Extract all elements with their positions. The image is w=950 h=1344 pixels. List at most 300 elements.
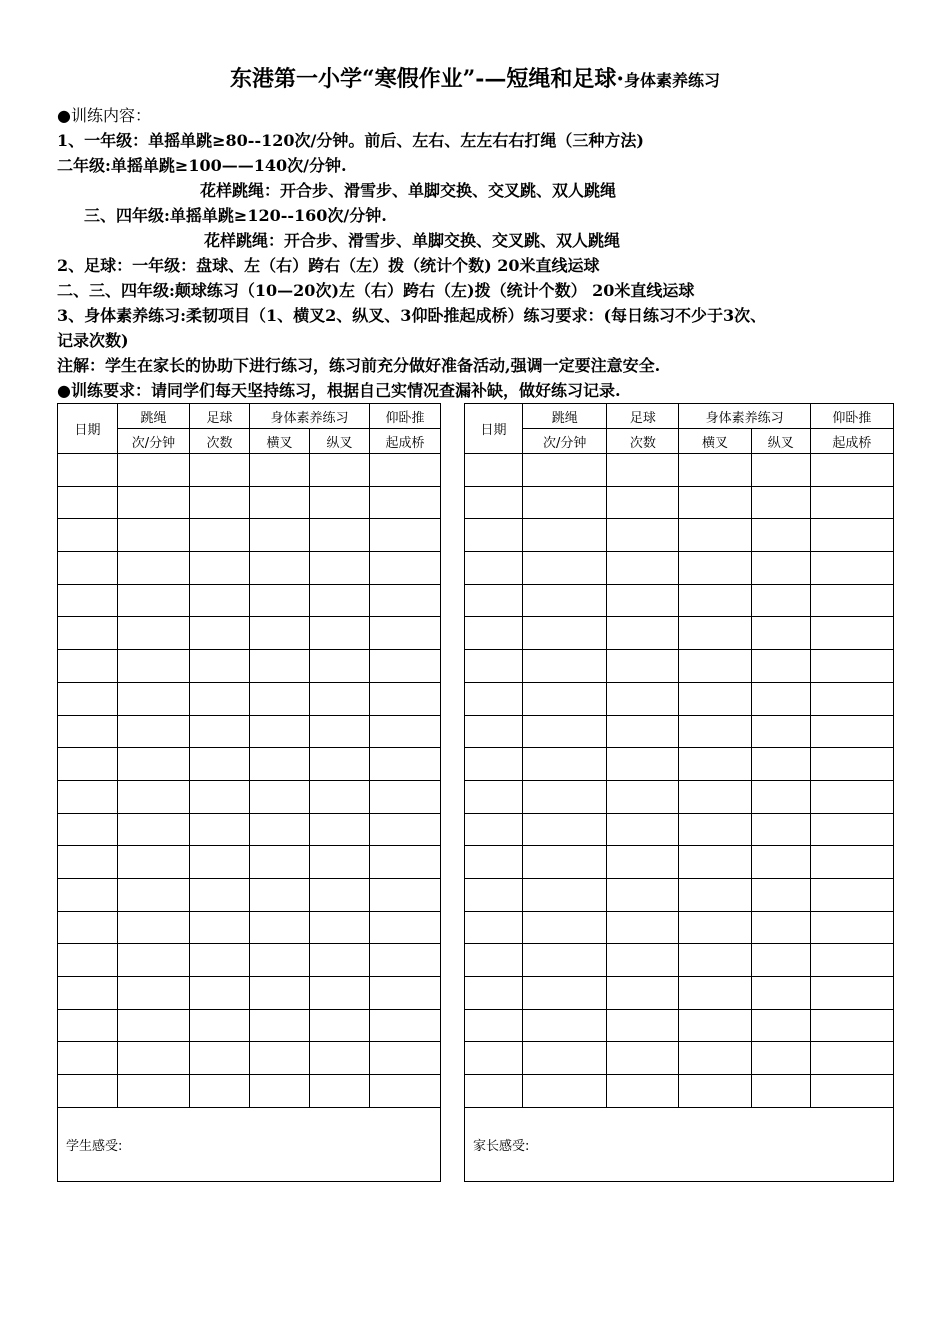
table-cell[interactable] — [310, 878, 370, 911]
table-cell[interactable] — [679, 682, 751, 715]
table-cell[interactable] — [523, 454, 607, 487]
table-cell[interactable] — [250, 486, 310, 519]
student-feeling-field[interactable]: 学生感受: — [58, 1107, 441, 1181]
table-cell[interactable] — [810, 748, 893, 781]
table-cell[interactable] — [58, 715, 118, 748]
table-cell[interactable] — [190, 519, 250, 552]
table-cell[interactable] — [523, 682, 607, 715]
table-cell[interactable] — [679, 748, 751, 781]
table-cell[interactable] — [810, 977, 893, 1010]
table-cell[interactable] — [607, 813, 679, 846]
table-row — [58, 780, 441, 813]
table-cell[interactable] — [465, 486, 523, 519]
table-cell[interactable] — [465, 813, 523, 846]
table-cell[interactable] — [58, 584, 118, 617]
table-cell[interactable] — [810, 813, 893, 846]
table-cell[interactable] — [607, 519, 679, 552]
table-cell[interactable] — [310, 748, 370, 781]
table-row — [58, 944, 441, 977]
table-cell[interactable] — [118, 813, 190, 846]
table-cell[interactable] — [465, 780, 523, 813]
table-cell[interactable] — [190, 846, 250, 879]
table-cell[interactable] — [465, 1009, 523, 1042]
table-cell[interactable] — [523, 715, 607, 748]
table-cell[interactable] — [190, 584, 250, 617]
table-cell[interactable] — [523, 977, 607, 1010]
table-cell[interactable] — [751, 486, 810, 519]
table-cell[interactable] — [465, 617, 523, 650]
table-cell[interactable] — [751, 584, 810, 617]
table-cell[interactable] — [523, 486, 607, 519]
table-cell[interactable] — [190, 1075, 250, 1108]
table-cell[interactable] — [118, 878, 190, 911]
table-cell[interactable] — [523, 1009, 607, 1042]
table-cell[interactable] — [607, 650, 679, 683]
table-cell[interactable] — [118, 519, 190, 552]
header-bridge-2: 起成桥 — [810, 429, 893, 454]
table-cell[interactable] — [118, 911, 190, 944]
table-cell[interactable] — [58, 1042, 118, 1075]
record-table-left — [57, 403, 441, 1182]
table-cell[interactable] — [58, 650, 118, 683]
table-cell[interactable] — [607, 682, 679, 715]
table-cell[interactable] — [679, 846, 751, 879]
table-row — [58, 1075, 441, 1108]
title-main: 东港第一小学“寒假作业”-—短绳和足球· — [229, 66, 625, 92]
table-cell[interactable] — [523, 584, 607, 617]
table-cell[interactable] — [310, 944, 370, 977]
table-cell[interactable] — [751, 682, 810, 715]
table-cell[interactable] — [250, 748, 310, 781]
table-row — [465, 813, 894, 846]
table-cell[interactable] — [310, 454, 370, 487]
header-split-vertical: 纵叉 — [751, 429, 810, 454]
table-cell[interactable] — [751, 977, 810, 1010]
table-cell[interactable] — [810, 584, 893, 617]
table-cell[interactable] — [465, 944, 523, 977]
table-cell[interactable] — [810, 944, 893, 977]
table-cell[interactable] — [810, 1075, 893, 1108]
table-cell[interactable] — [190, 977, 250, 1010]
table-cell[interactable] — [465, 454, 523, 487]
table-cell[interactable] — [310, 650, 370, 683]
table-cell[interactable] — [751, 519, 810, 552]
table-row — [58, 682, 441, 715]
table-row — [465, 552, 894, 585]
table-cell[interactable] — [118, 1009, 190, 1042]
table-cell[interactable] — [250, 552, 310, 585]
table-cell[interactable] — [190, 878, 250, 911]
table-cell[interactable] — [465, 911, 523, 944]
table-cell[interactable] — [370, 1009, 441, 1042]
table-cell[interactable] — [250, 682, 310, 715]
table-cell[interactable] — [118, 486, 190, 519]
table-cell[interactable] — [190, 486, 250, 519]
training-content-heading: ●训练内容： — [57, 106, 151, 125]
table-cell[interactable] — [465, 584, 523, 617]
table-cell[interactable] — [370, 911, 441, 944]
note-line: 注解：学生在家长的协助下进行练习，练习前充分做好准备活动,强调一定要注意安全. — [57, 356, 661, 375]
table-cell[interactable] — [250, 780, 310, 813]
table-cell[interactable] — [751, 1042, 810, 1075]
table-cell[interactable] — [679, 977, 751, 1010]
table-row — [58, 552, 441, 585]
table-cell[interactable] — [679, 1009, 751, 1042]
fancy-rope-line-1: 花样跳绳：开合步、滑雪步、单脚交换、交叉跳、双人跳绳 — [200, 181, 617, 200]
table-cell[interactable] — [310, 552, 370, 585]
table-cell[interactable] — [190, 454, 250, 487]
table-cell[interactable] — [607, 454, 679, 487]
table-cell[interactable] — [250, 846, 310, 879]
table-cell[interactable] — [465, 1042, 523, 1075]
table-cell[interactable] — [751, 454, 810, 487]
table-cell[interactable] — [190, 715, 250, 748]
table-row — [465, 715, 894, 748]
table-cell[interactable] — [607, 1075, 679, 1108]
table-cell[interactable] — [523, 650, 607, 683]
table-cell[interactable] — [58, 977, 118, 1010]
table-cell[interactable] — [679, 1042, 751, 1075]
table-row — [465, 519, 894, 552]
header-soccer: 足球 — [190, 404, 250, 429]
table-cell[interactable] — [751, 780, 810, 813]
table-cell[interactable] — [250, 650, 310, 683]
table-cell[interactable] — [465, 1075, 523, 1108]
table-cell[interactable] — [118, 977, 190, 1010]
table-cell[interactable] — [607, 748, 679, 781]
table-cell[interactable] — [250, 519, 310, 552]
table-cell[interactable] — [118, 748, 190, 781]
table-cell[interactable] — [810, 846, 893, 879]
table-cell[interactable] — [810, 1042, 893, 1075]
table-cell[interactable] — [679, 911, 751, 944]
table-cell[interactable] — [58, 813, 118, 846]
table-cell[interactable] — [190, 552, 250, 585]
table-cell[interactable] — [370, 519, 441, 552]
table-cell[interactable] — [190, 813, 250, 846]
table-cell[interactable] — [310, 911, 370, 944]
table-cell[interactable] — [810, 715, 893, 748]
table-cell[interactable] — [370, 682, 441, 715]
table-cell[interactable] — [370, 715, 441, 748]
table-cell[interactable] — [370, 748, 441, 781]
table-cell[interactable] — [310, 519, 370, 552]
table-cell[interactable] — [310, 617, 370, 650]
table-cell[interactable] — [118, 650, 190, 683]
table-cell[interactable] — [370, 486, 441, 519]
table-cell[interactable] — [523, 780, 607, 813]
table-row — [58, 454, 441, 487]
table-cell[interactable] — [751, 846, 810, 879]
table-cell[interactable] — [370, 846, 441, 879]
table-cell[interactable] — [607, 1009, 679, 1042]
table-row — [58, 813, 441, 846]
table-cell[interactable] — [679, 454, 751, 487]
table-cell[interactable] — [190, 682, 250, 715]
table-row — [58, 715, 441, 748]
table-cell[interactable] — [810, 617, 893, 650]
header-rope-unit: 次/分钟 — [118, 429, 190, 454]
table-cell[interactable] — [370, 1075, 441, 1108]
table-cell[interactable] — [465, 650, 523, 683]
table-cell[interactable] — [523, 748, 607, 781]
table-cell[interactable] — [190, 617, 250, 650]
table-row — [58, 1009, 441, 1042]
table-cell[interactable] — [118, 584, 190, 617]
table-cell[interactable] — [190, 1042, 250, 1075]
table-cell[interactable] — [810, 911, 893, 944]
table-cell[interactable] — [250, 944, 310, 977]
header-date: 日期 — [465, 404, 523, 454]
fancy-rope-line-2: 花样跳绳：开合步、滑雪步、单脚交换、交叉跳、双人跳绳 — [204, 231, 621, 250]
table-cell[interactable] — [607, 878, 679, 911]
table-cell[interactable] — [523, 878, 607, 911]
table-cell[interactable] — [370, 813, 441, 846]
table-cell[interactable] — [310, 486, 370, 519]
soccer-grade234-line: 二、三、四年级:颠球练习（10—20次)左（右）跨右（左)拨（统计个数） 20米直线运球 — [57, 281, 695, 300]
table-cell[interactable] — [607, 584, 679, 617]
table-row — [465, 977, 894, 1010]
table-cell[interactable] — [607, 617, 679, 650]
table-cell[interactable] — [465, 878, 523, 911]
requirement-line: ●训练要求：请同学们每天坚持练习，根据自己实情况查漏补缺，做好练习记录. — [57, 381, 621, 400]
table-cell[interactable] — [679, 878, 751, 911]
table-cell[interactable] — [751, 878, 810, 911]
table-cell[interactable] — [465, 682, 523, 715]
table-row — [58, 846, 441, 879]
table-cell[interactable] — [679, 944, 751, 977]
table-row — [58, 486, 441, 519]
table-cell[interactable] — [190, 1009, 250, 1042]
table-cell[interactable] — [607, 944, 679, 977]
table-cell[interactable] — [679, 1075, 751, 1108]
table-cell[interactable] — [118, 1042, 190, 1075]
table-cell[interactable] — [810, 519, 893, 552]
table-cell[interactable] — [58, 486, 118, 519]
table-cell[interactable] — [465, 552, 523, 585]
table-cell[interactable] — [370, 878, 441, 911]
table-cell[interactable] — [751, 650, 810, 683]
table-cell[interactable] — [751, 715, 810, 748]
table-cell[interactable] — [679, 780, 751, 813]
table-cell[interactable] — [370, 944, 441, 977]
parent-feeling-field[interactable]: 家长感受: — [465, 1107, 894, 1181]
table-row — [465, 780, 894, 813]
record-table-right — [464, 403, 894, 1182]
table-cell[interactable] — [523, 911, 607, 944]
table-cell[interactable] — [250, 1075, 310, 1108]
table-cell[interactable] — [523, 1042, 607, 1075]
table-cell[interactable] — [810, 878, 893, 911]
table-row — [465, 748, 894, 781]
table-cell[interactable] — [751, 1009, 810, 1042]
table-cell[interactable] — [751, 1075, 810, 1108]
table-row — [465, 454, 894, 487]
grade1-rope-line: 1、一年级：单摇单跳≥80--120次/分钟。前后、左右、左左右右打绳（三种方法) — [57, 131, 644, 150]
table-cell[interactable] — [370, 552, 441, 585]
table-cell[interactable] — [810, 682, 893, 715]
table-cell[interactable] — [250, 617, 310, 650]
table-cell[interactable] — [523, 519, 607, 552]
table-cell[interactable] — [810, 486, 893, 519]
table-cell[interactable] — [58, 748, 118, 781]
header-fitness: 身体素养练习 — [250, 404, 370, 429]
table-cell[interactable] — [607, 846, 679, 879]
table-cell[interactable] — [751, 552, 810, 585]
table-cell[interactable] — [118, 682, 190, 715]
table-cell[interactable] — [607, 715, 679, 748]
fitness-line: 3、身体素养练习:柔韧项目（1、横叉2、纵叉、3仰卧推起成桥）练习要求：(每日练习不少于3次、 — [57, 306, 767, 325]
table-cell[interactable] — [523, 617, 607, 650]
table-cell[interactable] — [465, 715, 523, 748]
table-cell[interactable] — [370, 617, 441, 650]
table-cell[interactable] — [250, 813, 310, 846]
table-cell[interactable] — [118, 454, 190, 487]
table-cell[interactable] — [190, 748, 250, 781]
table-cell[interactable] — [465, 977, 523, 1010]
table-cell[interactable] — [465, 846, 523, 879]
table-cell[interactable] — [250, 715, 310, 748]
table-cell[interactable] — [190, 911, 250, 944]
header-fitness: 身体素养练习 — [679, 404, 810, 429]
table-cell[interactable] — [810, 1009, 893, 1042]
header-split-horizontal: 横叉 — [250, 429, 310, 454]
header-split-vertical: 纵叉 — [310, 429, 370, 454]
table-row — [58, 617, 441, 650]
header-bridge-1: 仰卧推 — [370, 404, 441, 429]
table-cell[interactable] — [679, 552, 751, 585]
table-cell[interactable] — [751, 748, 810, 781]
table-cell[interactable] — [370, 650, 441, 683]
fitness-line-cont: 记录次数) — [57, 331, 129, 350]
table-cell[interactable] — [523, 1075, 607, 1108]
table-cell[interactable] — [310, 715, 370, 748]
table-row — [465, 1042, 894, 1075]
table-row — [465, 617, 894, 650]
table-cell[interactable] — [58, 911, 118, 944]
table-cell[interactable] — [310, 1009, 370, 1042]
table-cell[interactable] — [370, 977, 441, 1010]
table-row — [465, 1075, 894, 1108]
table-row — [465, 486, 894, 519]
table-cell[interactable] — [118, 617, 190, 650]
table-cell[interactable] — [607, 780, 679, 813]
table-cell[interactable] — [118, 552, 190, 585]
table-cell[interactable] — [118, 1075, 190, 1108]
table-cell[interactable] — [250, 977, 310, 1010]
header-soccer-unit: 次数 — [607, 429, 679, 454]
table-cell[interactable] — [310, 1075, 370, 1108]
table-cell[interactable] — [310, 977, 370, 1010]
table-cell[interactable] — [250, 584, 310, 617]
header-rope: 跳绳 — [118, 404, 190, 429]
table-cell[interactable] — [607, 977, 679, 1010]
table-cell[interactable] — [118, 944, 190, 977]
table-cell[interactable] — [810, 650, 893, 683]
table-cell[interactable] — [118, 846, 190, 879]
table-cell[interactable] — [370, 584, 441, 617]
header-bridge-1: 仰卧推 — [810, 404, 893, 429]
header-split-horizontal: 横叉 — [679, 429, 751, 454]
table-cell[interactable] — [118, 715, 190, 748]
table-cell[interactable] — [465, 519, 523, 552]
table-cell[interactable] — [58, 780, 118, 813]
table-cell[interactable] — [370, 454, 441, 487]
table-cell[interactable] — [679, 584, 751, 617]
table-cell[interactable] — [370, 780, 441, 813]
table-cell[interactable] — [118, 780, 190, 813]
table-row — [58, 1042, 441, 1075]
table-cell[interactable] — [523, 552, 607, 585]
table-cell[interactable] — [58, 454, 118, 487]
table-cell[interactable] — [58, 944, 118, 977]
table-cell[interactable] — [250, 1042, 310, 1075]
table-cell[interactable] — [607, 911, 679, 944]
table-cell[interactable] — [679, 813, 751, 846]
table-cell[interactable] — [190, 780, 250, 813]
table-cell[interactable] — [751, 911, 810, 944]
table-row — [465, 584, 894, 617]
table-cell[interactable] — [523, 846, 607, 879]
table-cell[interactable] — [810, 552, 893, 585]
table-cell[interactable] — [607, 552, 679, 585]
table-cell[interactable] — [190, 650, 250, 683]
table-cell[interactable] — [370, 1042, 441, 1075]
table-cell[interactable] — [679, 715, 751, 748]
table-cell[interactable] — [58, 1009, 118, 1042]
table-cell[interactable] — [250, 878, 310, 911]
table-cell[interactable] — [523, 944, 607, 977]
table-cell[interactable] — [751, 617, 810, 650]
table-cell[interactable] — [465, 748, 523, 781]
header-rope-unit: 次/分钟 — [523, 429, 607, 454]
table-row — [465, 944, 894, 977]
table-cell[interactable] — [190, 944, 250, 977]
table-cell[interactable] — [58, 519, 118, 552]
table-cell[interactable] — [310, 846, 370, 879]
table-cell[interactable] — [250, 454, 310, 487]
table-row — [465, 1009, 894, 1042]
table-cell[interactable] — [679, 650, 751, 683]
table-cell[interactable] — [310, 1042, 370, 1075]
table-cell[interactable] — [679, 617, 751, 650]
grade2-rope-line: 二年级:单摇单跳≥100——140次/分钟. — [57, 156, 347, 175]
table-cell[interactable] — [58, 846, 118, 879]
table-cell[interactable] — [679, 519, 751, 552]
table-cell[interactable] — [58, 552, 118, 585]
table-cell[interactable] — [810, 780, 893, 813]
table-cell[interactable] — [58, 617, 118, 650]
table-cell[interactable] — [250, 1009, 310, 1042]
table-cell[interactable] — [751, 944, 810, 977]
table-cell[interactable] — [310, 813, 370, 846]
table-cell[interactable] — [58, 682, 118, 715]
table-row — [465, 682, 894, 715]
table-cell[interactable] — [607, 486, 679, 519]
table-cell[interactable] — [607, 1042, 679, 1075]
table-cell[interactable] — [810, 454, 893, 487]
table-cell[interactable] — [310, 780, 370, 813]
table-cell[interactable] — [58, 1075, 118, 1108]
table-cell[interactable] — [679, 486, 751, 519]
table-cell[interactable] — [523, 813, 607, 846]
table-cell[interactable] — [250, 911, 310, 944]
header-soccer-unit: 次数 — [190, 429, 250, 454]
table-cell[interactable] — [751, 813, 810, 846]
table-cell[interactable] — [310, 584, 370, 617]
table-cell[interactable] — [58, 878, 118, 911]
table-cell[interactable] — [310, 682, 370, 715]
